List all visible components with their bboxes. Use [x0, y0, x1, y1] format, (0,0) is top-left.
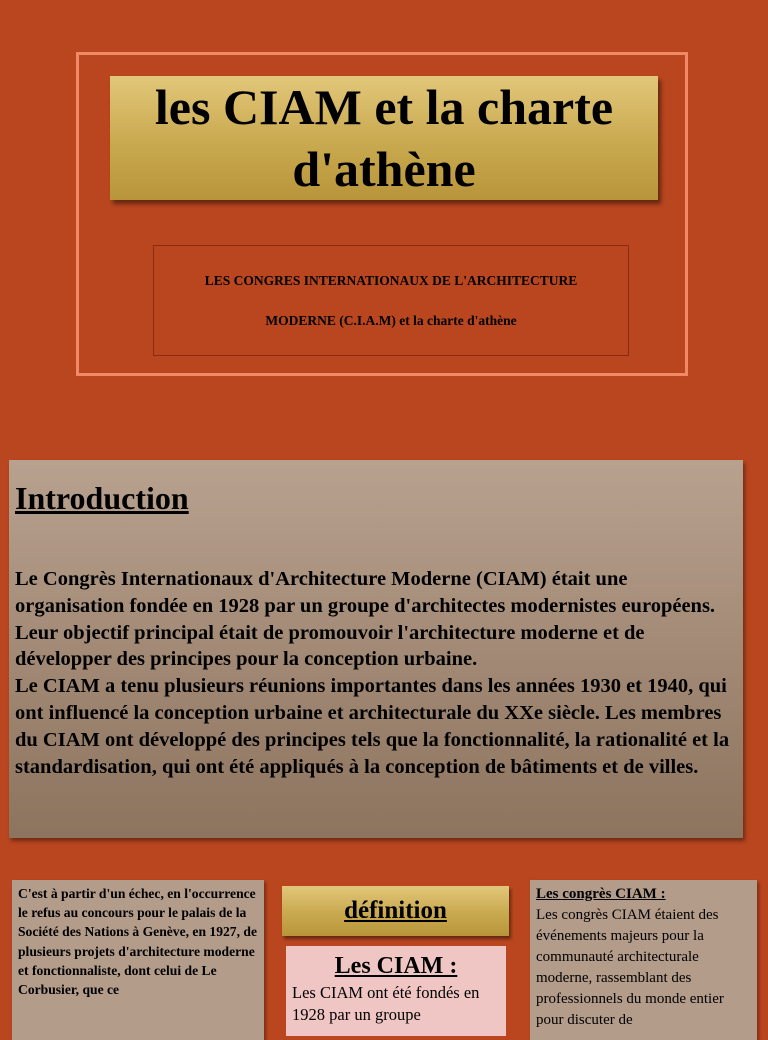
right-column-panel: [530, 880, 757, 1040]
introduction-panel: [9, 460, 743, 838]
right-column-heading: Les congrès CIAM :: [536, 886, 666, 902]
subtitle-box: [153, 245, 629, 356]
left-column-text: C'est à partir d'un échec, en l'occurrence le refus au concours pour le palais de la Société des Nations à Genève, en 1927, de plusieurs projets d'architecture moderne et fonctionnaliste, dont celui de Le Corbusier, que ce: [18, 886, 257, 998]
ciam-definition-panel: [286, 946, 506, 1036]
right-column-text: Les congrès CIAM étaient des événements majeurs pour la communauté architecturale moderne, rassemblant des professionnels du monde entier pour discuter de: [536, 907, 724, 1028]
definition-banner: [282, 886, 509, 936]
introduction-paragraph-1: Le Congrès Internationaux d'Architecture Moderne (CIAM) était une organisation fondée en 1928 par un groupe d'architectes modernistes européens. Leur objectif principal était de promouvoir l'architecture moderne et de développer des principes pour la conception urbaine.: [15, 568, 716, 671]
page-title: les CIAM et la charte d'athène: [154, 79, 614, 197]
ciam-text: Les CIAM ont été fondés en 1928 par un groupe: [292, 983, 480, 1024]
definition-label: définition: [344, 897, 447, 924]
title-banner: [110, 76, 658, 200]
introduction-paragraph-2: Le CIAM a tenu plusieurs réunions importantes dans les années 1930 et 1940, qui ont influencé la conception urbaine et architecturale du XXe siècle. Les membres du CIAM ont développé des principes tels que la fonctionnalité, la rationalité et la standardisation, qui ont été appliqués à la conception de bâtiments et de villes.: [15, 675, 730, 778]
left-column-panel: [12, 880, 264, 1040]
introduction-heading: Introduction: [15, 480, 189, 516]
subtitle-line-2: MODERNE (C.I.A.M) et la charte d'athène: [265, 313, 517, 328]
subtitle-line-1: LES CONGRES INTERNATIONAUX DE L'ARCHITECTURE: [204, 273, 578, 288]
ciam-heading: Les CIAM :: [334, 953, 458, 979]
